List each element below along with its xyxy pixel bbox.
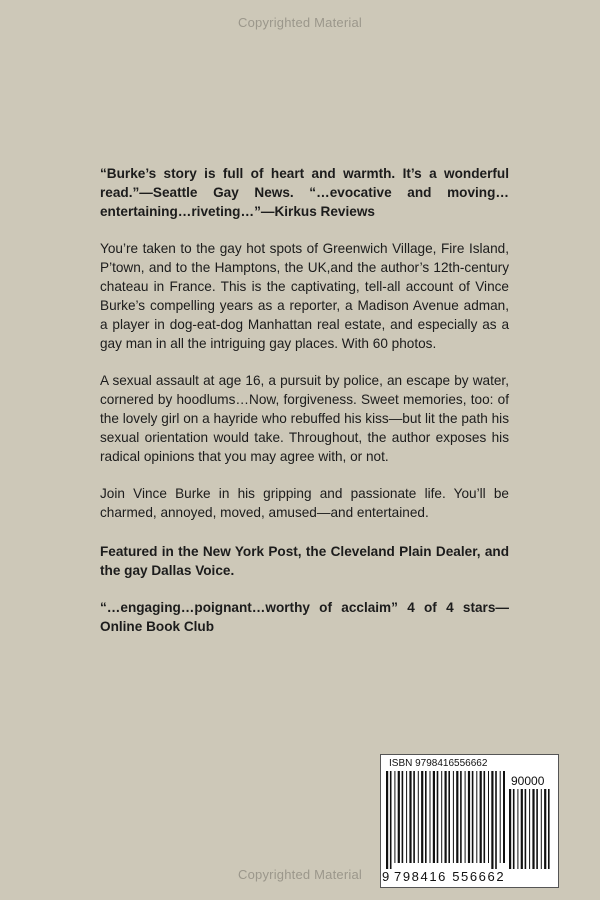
copyright-watermark-top: Copyrighted Material <box>238 15 362 30</box>
featured-in-note: Featured in the New York Post, the Cleveland Plain Dealer, and the gay Dallas Voice. <box>100 544 509 578</box>
description-paragraph-1: You’re taken to the gay hot spots of Greenwich Village, Fire Island, P’town, and to the Hamptons, the UK,and the author’s 12th-century chateau in France. This is the captivating, tell-all account of Vince Burke’s compelling years as a reporter, a Madison Avenue adman, a player in dog-eat-dog Manhattan real estate, and especially as a gay man in all the intriguing gay places. With 60 photos. <box>100 241 509 351</box>
ean13-barcode-bars <box>385 771 505 869</box>
description-paragraph-3: Join Vince Burke in his gripping and passionate life. You’ll be charmed, annoyed, moved, amused—and entertained. <box>100 486 509 520</box>
review-quote-online-book-club: “…engaging…poignant…worthy of acclaim” 4 of 4 stars—Online Book Club <box>100 600 509 634</box>
review-quote-seattle-kirkus: “Burke’s story is full of heart and warmth. It’s a wonderful read.”—Seattle Gay News. “…evocative and moving…entertaining…riveting…”—Kirkus Reviews <box>100 166 509 219</box>
back-cover-blurb <box>100 164 509 652</box>
description-paragraph-2: A sexual assault at age 16, a pursuit by police, an escape by water, cornered by hoodlums…Now, forgiveness. Sweet memories, too: of the lovely girl on a hayride who rebuffed his kiss—but lit the path his sexual orientation would take. Throughout, the author exposes his radical opinions that you may agree with, or not. <box>100 373 509 464</box>
isbn-label: ISBN 9798416556662 <box>389 758 488 769</box>
barcode-lead-digit: 9 <box>382 869 390 884</box>
price-code: 90000 <box>511 774 545 788</box>
barcode-digits: 798416 556662 <box>394 869 506 884</box>
copyright-watermark-bottom: Copyrighted Material <box>238 867 362 882</box>
addon-barcode-bars <box>508 789 552 869</box>
